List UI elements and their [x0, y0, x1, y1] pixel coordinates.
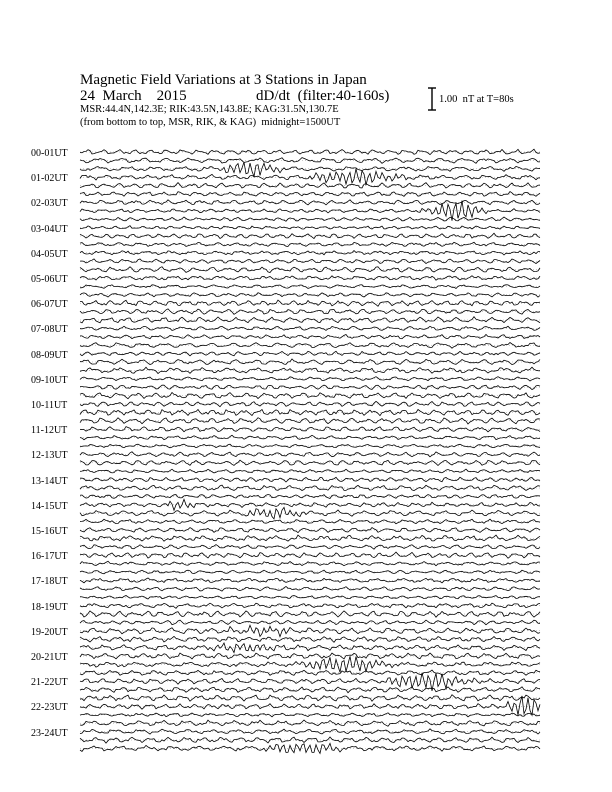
date-label: 24 March 2015 — [80, 88, 187, 104]
scale-bar — [428, 88, 436, 110]
hour-label: 18-19UT — [31, 601, 68, 613]
trace-line — [80, 477, 540, 482]
trace-line — [80, 183, 540, 188]
hour-label: 19-20UT — [31, 626, 68, 638]
trace-line — [80, 696, 540, 715]
trace-line — [80, 393, 540, 399]
trace-line — [80, 169, 540, 185]
hour-label: 20-21UT — [31, 652, 68, 663]
hour-label: 23-24UT — [31, 727, 68, 739]
trace-line — [80, 343, 540, 349]
hour-label: 14-15UT — [31, 500, 68, 512]
stations-label: MSR:44.4N,142.3E; RIK:43.5N,143.8E; KAG:31.5N,130.7E — [80, 104, 339, 115]
order-note: (from bottom to top, MSR, RIK, & KAG) midnight=1500UT — [80, 117, 341, 128]
trace-line — [80, 317, 540, 323]
quantity-label: dD/dt (filter:40-160s) — [256, 88, 390, 104]
hour-label: 17-18UT — [31, 576, 68, 588]
trace-line — [80, 485, 540, 491]
hour-label: 02-03UT — [31, 198, 68, 210]
hour-label: 15-16UT — [31, 526, 68, 537]
trace-line — [80, 285, 540, 289]
hour-label: 03-04UT — [31, 223, 68, 235]
hour-label: 13-14UT — [31, 475, 68, 487]
hour-label: 22-23UT — [31, 702, 68, 714]
hour-label: 04-05UT — [31, 248, 68, 260]
hour-label: 08-09UT — [31, 349, 68, 361]
hour-label: 12-13UT — [31, 450, 68, 462]
trace-line — [80, 528, 540, 533]
hour-label: 10-11UT — [31, 400, 68, 411]
chart-title: Magnetic Field Variations at 3 Stations in Japan — [80, 72, 367, 88]
trace-line — [80, 587, 540, 592]
hour-label: 05-06UT — [31, 274, 68, 285]
scale-label: 1.00 nT at T=80s — [439, 94, 514, 105]
hour-label: 16-17UT — [31, 551, 68, 563]
hour-label: 21-22UT — [31, 677, 68, 689]
hour-label: 00-01UT — [31, 148, 68, 159]
hour-label: 06-07UT — [31, 299, 68, 311]
hour-label: 07-08UT — [31, 324, 68, 336]
trace-line — [80, 351, 540, 356]
trace-line — [80, 653, 540, 659]
trace-line — [80, 226, 540, 229]
traces — [80, 149, 540, 753]
trace-line — [80, 643, 540, 653]
trace-line — [80, 620, 540, 625]
hour-label: 01-02UT — [31, 173, 68, 185]
trace-line — [80, 162, 540, 176]
trace-line — [80, 545, 540, 550]
hour-label: 11-12UT — [31, 425, 68, 437]
trace-line — [80, 158, 540, 164]
trace-line — [80, 535, 540, 541]
hour-label: 09-10UT — [31, 374, 68, 386]
trace-line — [80, 673, 540, 691]
trace-line — [80, 401, 540, 406]
